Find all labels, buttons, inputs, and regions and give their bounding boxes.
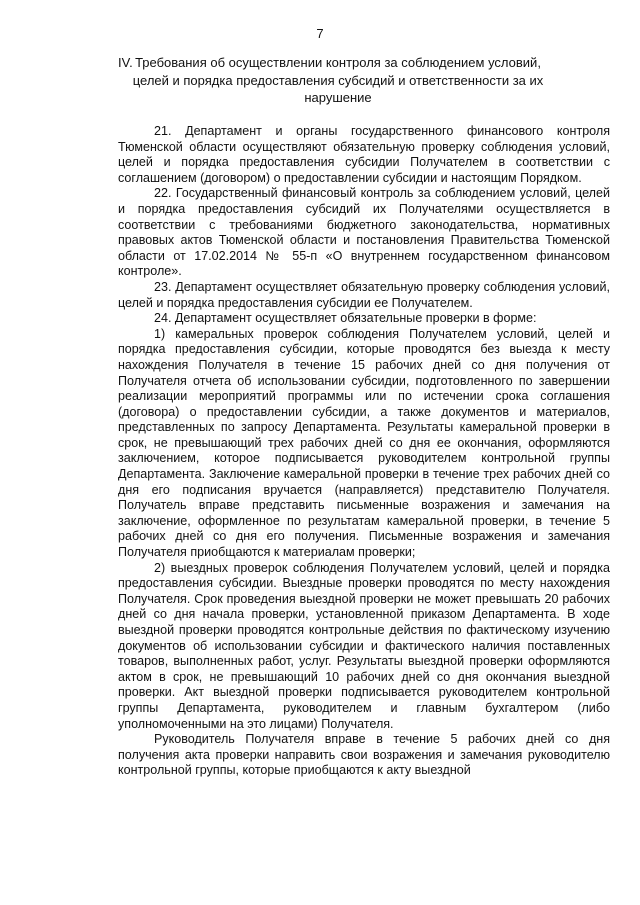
- section-roman-numeral: IV.: [118, 55, 133, 70]
- paragraph-21: 21. Департамент и органы государственного финансового контроля Тюменской области осуществляют обязательную проверку соблюдения условий, целей и порядка предоставления субсидии Получателем в соответствии с соглашением (договором) о предоставлении субсидии и настоящим Порядком.: [118, 124, 610, 185]
- paragraph-24-item-2: 2) выездных проверок соблюдения Получателем условий, целей и порядка предоставления субсидии. Выездные проверки проводятся по месту нахождения Получателя. Срок проведения выездной проверки не может превышать 20 рабочих дней со дня начала проверки, установленной приказом Департамента. В ходе выездной проверки проводятся контрольные действия по фактическому изучению документов об использовании субсидии и фактического наличия поставленных товаров, выполненных работ, услуг. Результаты выездной проверки оформляются актом в срок, не превышающий 10 рабочих дней со дня окончания выездной проверки. Акт выездной проверки подписывается руководителем контрольной группы Департамента, руководителем и главным бухгалтером (либо уполномоченными на это лицами) Получателя.: [118, 560, 610, 731]
- paragraph-22: 22. Государственный финансовый контроль за соблюдением условий, целей и порядка предоставления субсидий их Получателями осуществляется в соответствии с требованиями бюджетного законодательства, нормативных правовых актов Тюменской области и постановления Правительства Тюменской области от 17.02.2014 № 55-п «О внутреннем государственном финансовом контроле».: [118, 186, 610, 279]
- section-title: Требования об осуществлении контроля за соблюдением условий, целей и порядка предоставления субсидий и ответственности за их нарушение: [132, 55, 544, 105]
- paragraph-24-item-1: 1) камеральных проверок соблюдения Получателем условий, целей и порядка предоставления субсидии, которые проводятся без выезда к месту нахождения Получателя в течение 15 рабочих дней со дня получения от Получателя отчета об использовании субсидии, подготовленного по завершении реализации мероприятий программы или по истечении срока соглашения (договора) о предоставлении субсидии, а также документов и материалов, представленных по запросу Департамента. Результаты камеральной проверки в срок, не превышающий трех рабочих дней со дня ее окончания, оформляются заключением, которое подписывается руководителем контрольной группы Департамента. Заключение камеральной проверки в течение трех рабочих дней со дня его подписания вручается (направляется) представителю Получателя. Получатель вправе представить письменные возражения и замечания на заключение, оформленное по результатам камеральной проверки, в течение 5 рабочих дней со дня его получения. Письменные возражения и замечания Получателя приобщаются к материалам проверки;: [118, 326, 610, 560]
- paragraph-23: 23. Департамент осуществляет обязательную проверку соблюдения условий, целей и порядка предоставления субсидии ее Получателем.: [118, 279, 610, 310]
- paragraph-24: 24. Департамент осуществляет обязательные проверки в форме:: [154, 311, 537, 326]
- document-body: [118, 124, 610, 779]
- paragraph-objection: Руководитель Получателя вправе в течение 5 рабочих дней со дня получения акта проверки направить свои возражения и замечания руководителю контрольной группы, которые приобщаются к акту выездной: [118, 732, 610, 778]
- section-heading: [118, 54, 558, 107]
- page-number: 7: [316, 26, 324, 41]
